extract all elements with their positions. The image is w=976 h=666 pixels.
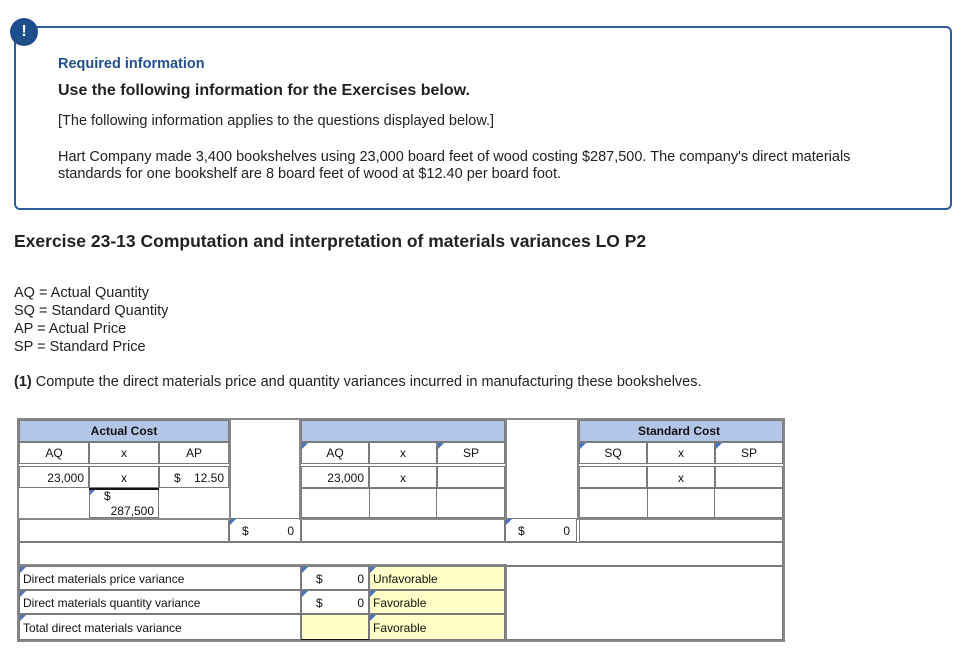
total-variance-type: Favorable [373,621,427,635]
actual-col-ap: AP [159,442,229,464]
definition-sp: SP = Standard Price [14,339,146,355]
question-1 [14,374,702,390]
middle-col-x: x [369,442,437,464]
actual-total-dollar: $ [104,489,111,503]
middle-col-sp: SP [437,442,505,464]
definition-sq: SQ = Standard Quantity [14,303,169,319]
required-info-heading: Required information [58,56,205,72]
middle-x-cell: x [369,466,437,488]
price-variance-amount: 0 [357,572,364,586]
actual-x-cell: x [89,466,159,488]
price-diff-dollar: $ [242,524,249,538]
quantity-variance-type: Favorable [373,596,427,610]
variance-label-quantity-text: Direct materials quantity variance [23,596,201,610]
variance-label-price-text: Direct materials price variance [23,572,185,586]
price-variance-dollar: $ [316,572,323,586]
required-info-box [14,26,952,210]
question-number: (1) [14,374,32,390]
standard-cost-frame [577,418,785,520]
quantity-diff-dollar: $ [518,524,525,538]
actual-total-value: 287,500 [110,504,154,518]
definitions-list [14,284,168,356]
standard-x-cell: x [647,466,715,488]
price-variance-type: Unfavorable [373,572,438,586]
alert-icon: ! [10,18,38,46]
quantity-variance-amount: 0 [357,596,364,610]
actual-ap-value: 12.50 [193,471,224,485]
standard-col-sq: SQ [579,442,647,464]
use-info-heading: Use the following information for the Exercises below. [58,82,470,99]
standard-col-x: x [647,442,715,464]
standard-cost-label: Standard Cost [638,424,721,438]
variance-frame [17,564,507,642]
actual-cost-frame [17,418,231,520]
price-diff-value: 0 [287,524,294,538]
problem-text: Hart Company made 3,400 bookshelves using 23,000 board feet of wood costing $287,500. The company's direct materials standards for one bookshelf are 8 board feet of wood at $12.40 per board foot. [58,149,851,182]
quantity-diff-value: 0 [563,524,570,538]
standard-col-sp: SP [715,442,783,464]
variance-label-total-text: Total direct materials variance [23,621,182,635]
definition-aq: AQ = Actual Quantity [14,285,150,301]
exercise-title: Exercise 23-13 Computation and interpretation of materials variances LO P2 [14,231,647,251]
question-text: Compute the direct materials price and quantity variances incurred in manufacturing these bookshelves. [31,374,702,390]
actual-col-x: x [89,442,159,464]
actual-ap-dollar: $ [174,471,181,485]
actual-cost-header: Actual Cost [19,420,229,442]
applies-note: [The following information applies to the questions displayed below.] [58,113,495,129]
middle-frame [299,418,507,520]
actual-col-aq: AQ [19,442,89,464]
actual-aq-value: 23,000 [47,471,84,485]
middle-aq-value: 23,000 [327,471,364,485]
quantity-variance-dollar: $ [316,596,323,610]
definition-ap: AP = Actual Price [14,321,127,337]
middle-col-aq: AQ [301,442,369,464]
